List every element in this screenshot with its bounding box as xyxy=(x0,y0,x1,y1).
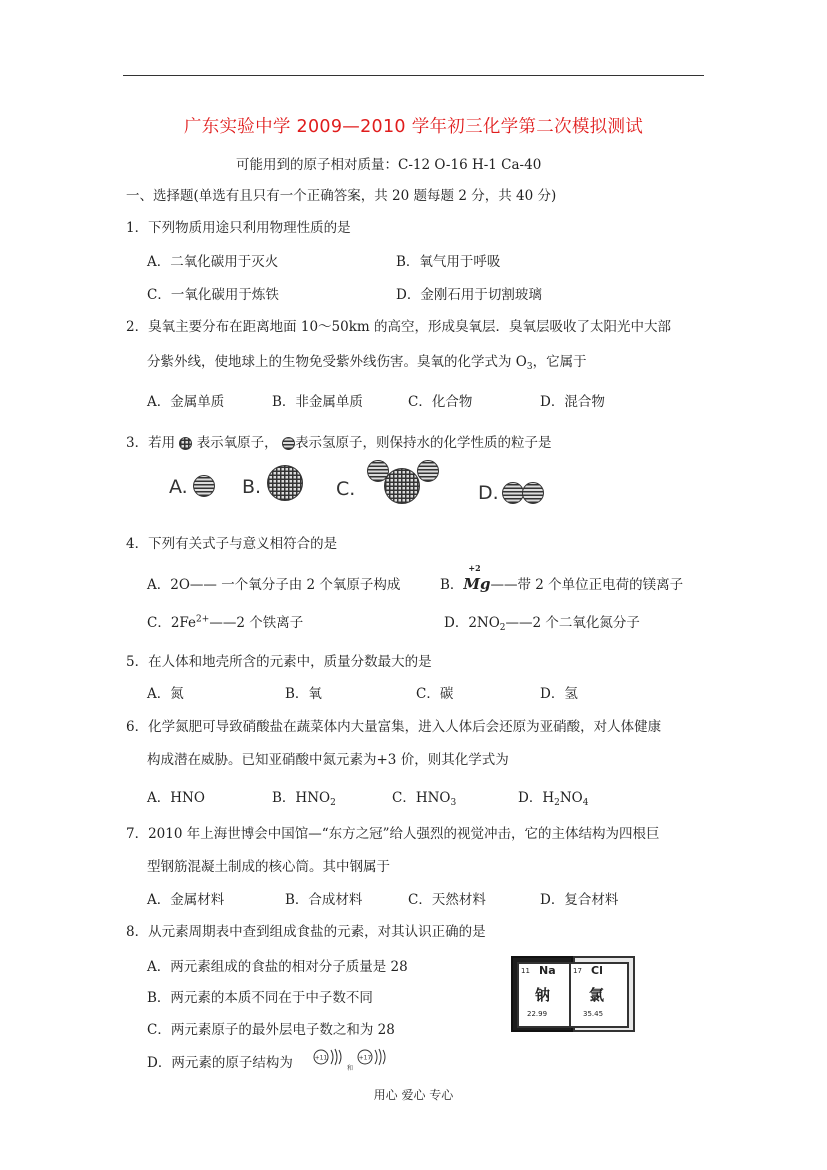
q2-stem-tail: ，它属于 xyxy=(532,354,587,370)
periodic-table-cards xyxy=(507,948,637,1028)
q3-label-c: C. xyxy=(336,478,356,500)
q2-option-c: C．化合物 xyxy=(408,394,473,410)
q3-label-b: B. xyxy=(242,476,262,498)
q3-stem-text: 3．若用 xyxy=(126,435,176,451)
q3-stem-tail: 表示氢原子，则保持水的化学性质的粒子是 xyxy=(294,435,552,451)
section-heading: 一、选择题(单选有且只有一个正确答案，共 20 题每题 2 分，共 40 分) xyxy=(126,188,557,204)
q8-stem: 8．从元素周期表中查到组成食盐的元素，对其认识正确的是 xyxy=(126,924,486,940)
hydrogen-atom-icon xyxy=(193,475,215,497)
q6-option-b-text: B．HNO xyxy=(272,790,331,806)
q4-option-b xyxy=(440,563,684,593)
q2-option-a: A．金属单质 xyxy=(147,394,225,410)
q6-option-d xyxy=(518,786,588,808)
cl-shells xyxy=(375,1049,385,1065)
header-rule xyxy=(123,75,704,76)
cl-name: 氯 xyxy=(589,986,605,1004)
q6-option-d-sub2: 4 xyxy=(582,798,589,808)
hydrogen-atom-icon xyxy=(502,482,524,504)
q6-option-c-text: C．HNO xyxy=(392,790,451,806)
q5-option-a: A．氮 xyxy=(147,686,184,702)
q1-option-d: D．金刚石用于切割玻璃 xyxy=(396,287,542,303)
q5-option-b: B．氧 xyxy=(285,686,322,702)
q5-option-d: D．氢 xyxy=(540,686,578,702)
na-nucleus-label: +11 xyxy=(314,1054,328,1062)
cl-number: 17 xyxy=(573,967,582,975)
q7-stem-line2: 型钢筋混凝土制成的核心筒。其中钢属于 xyxy=(147,859,390,875)
q4-option-d xyxy=(444,611,640,633)
q8-option-d: D．两元素的原子结构为 xyxy=(147,1055,293,1071)
cl-symbol: Cl xyxy=(591,964,603,977)
na-number: 11 xyxy=(521,967,530,975)
oxygen-atom-icon xyxy=(384,468,420,504)
q5-option-c: C．碳 xyxy=(416,686,454,702)
hydrogen-atom-icon xyxy=(282,437,295,450)
q6-option-c-sub: 3 xyxy=(450,798,457,808)
oxygen-atom-icon xyxy=(267,465,303,501)
q4-option-c xyxy=(147,611,303,631)
q6-option-b xyxy=(272,786,336,808)
q6-stem-line2: 构成潜在威胁。已知亚硝酸中氮元素为+3 价，则其化学式为 xyxy=(147,752,509,768)
q6-option-c xyxy=(392,786,456,808)
oxygen-atom-icon xyxy=(179,437,192,450)
q4-option-c-sup: 2+ xyxy=(196,614,210,625)
q3-figure xyxy=(160,458,560,518)
q4-option-b-text: ——带 2 个单位正电荷的镁离子 xyxy=(490,577,684,593)
q7-stem-line1: 7．2010 年上海世博会中国馆—“东方之冠”给人强烈的视觉冲击，它的主体结构为四根巨 xyxy=(126,826,660,842)
page-footer: 用心 爱心 专心 xyxy=(373,1088,454,1102)
q4-option-d-sub: 2 xyxy=(499,623,506,633)
q4-option-c-text: C．2Fe xyxy=(147,615,197,631)
page-title: 广东实验中学 2009—2010 学年初三化学第二次模拟测试 xyxy=(183,117,644,137)
q6-option-b-sub: 2 xyxy=(330,798,336,808)
q2-stem-text: 分紫外线，使地球上的生物免受紫外线伤害。臭氧的化学式为 O xyxy=(147,354,527,370)
and-label: 和 xyxy=(347,1065,354,1072)
q4-stem: 4．下列有关式子与意义相符合的是 xyxy=(126,536,338,552)
q3-label-a: A. xyxy=(169,476,188,498)
q2-stem-line1: 2．臭氧主要分布在距离地面 10～50km 的高空，形成臭氧层．臭氧层吸收了太阳光中大部 xyxy=(126,319,672,335)
cl-mass: 35.45 xyxy=(583,1010,604,1018)
q7-option-c: C．天然材料 xyxy=(408,892,486,908)
atomic-structure-diagram xyxy=(310,1046,394,1072)
q1-stem: 1．下列物质用途只利用物理性质的是 xyxy=(126,220,351,236)
na-shells xyxy=(331,1049,341,1065)
q6-stem-line1: 6．化学氮肥可导致硝酸盐在蔬菜体内大量富集，进入人体后会还原为亚硝酸，对人体健康 xyxy=(126,719,662,735)
q3-stem xyxy=(126,431,551,451)
q3-stem-mid: 表示氧原子， xyxy=(196,435,278,451)
q2-subscript: 3 xyxy=(526,362,533,372)
q2-option-b: B．非金属单质 xyxy=(272,394,363,410)
na-card xyxy=(517,962,571,1028)
q1-option-b: B．氧气用于呼吸 xyxy=(396,254,501,270)
q4-option-c-tail: ——2 个铁离子 xyxy=(209,615,304,631)
q2-stem-line2 xyxy=(147,350,587,372)
q8-option-b: B．两元素的本质不同在于中子数不同 xyxy=(147,990,373,1006)
q3-label-d: D. xyxy=(478,482,499,504)
q2-option-d: D．混合物 xyxy=(540,394,605,410)
q4-option-a: A．2O—— 一个氧分子由 2 个氧原子构成 xyxy=(147,577,401,593)
cl-card xyxy=(569,962,629,1028)
q4-option-d-tail: ——2 个二氧化氮分子 xyxy=(505,615,640,631)
q4-option-b-label: B． xyxy=(440,577,464,593)
q4-mg-symbol: Mg xyxy=(463,575,491,593)
q6-option-d-sub1: 2 xyxy=(554,798,560,808)
q8-option-c: C．两元素原子的最外层电子数之和为 28 xyxy=(147,1022,395,1038)
atomic-masses: 可能用到的原子相对质量：C-12 O-16 H-1 Ca-40 xyxy=(236,157,542,173)
q7-option-a: A．金属材料 xyxy=(147,892,225,908)
cl-nucleus-label: +17 xyxy=(358,1054,372,1062)
q6-option-d-text: D．H xyxy=(518,790,555,806)
hydrogen-atom-icon xyxy=(522,482,544,504)
na-name: 钠 xyxy=(535,986,551,1004)
q8-option-a: A．两元素组成的食盐的相对分子质量是 28 xyxy=(147,959,408,975)
na-symbol: Na xyxy=(539,964,556,977)
hydrogen-atom-icon xyxy=(417,460,439,482)
q4-charge: +2 xyxy=(468,563,481,573)
q7-option-d: D．复合材料 xyxy=(540,892,619,908)
q1-option-c: C．一氧化碳用于炼铁 xyxy=(147,287,279,303)
na-mass: 22.99 xyxy=(527,1010,548,1018)
q7-option-b: B．合成材料 xyxy=(285,892,363,908)
q6-option-d-mid: NO xyxy=(559,790,583,806)
q6-option-a: A．HNO xyxy=(147,790,205,806)
q5-stem: 5．在人体和地壳所含的元素中，质量分数最大的是 xyxy=(126,654,432,670)
q4-option-d-text: D．2NO xyxy=(444,615,500,631)
q1-option-a: A．二氧化碳用于灭火 xyxy=(147,254,279,270)
